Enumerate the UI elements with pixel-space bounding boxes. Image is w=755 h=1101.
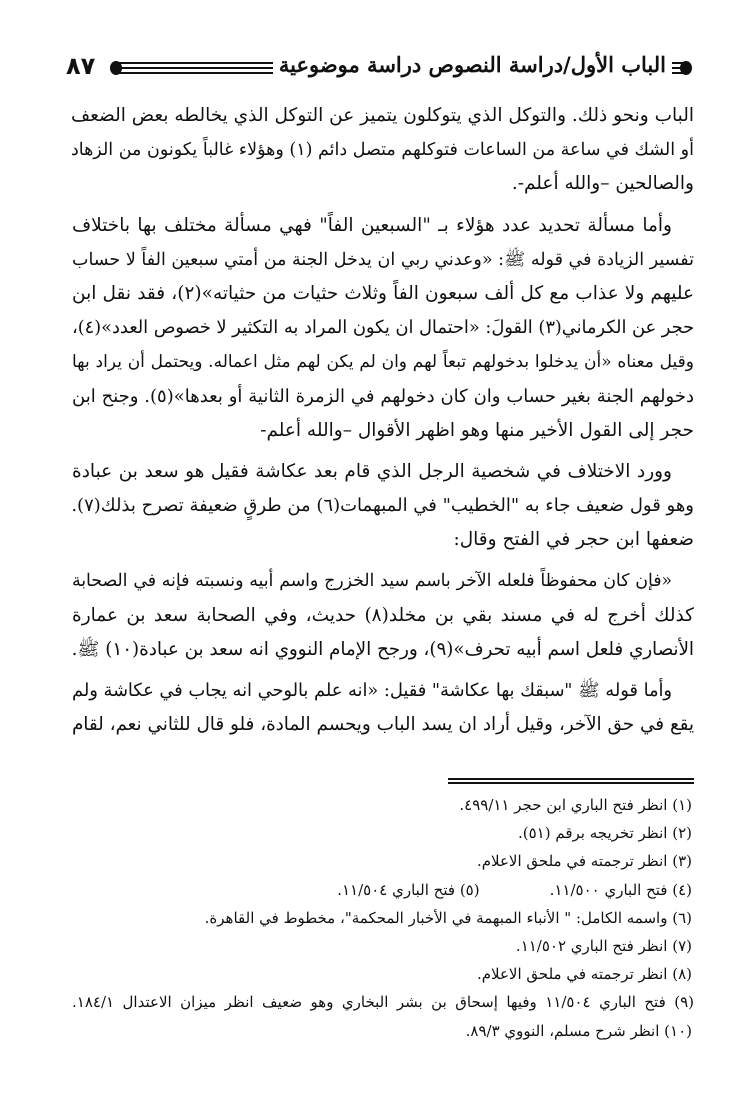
text-line: تفسير الزيادة في قوله ﷺ: «وعدني ربي ان يدخل الجنة من أمتي سبعين الفاً لا حساب (72, 249, 694, 270)
footnotes (72, 791, 694, 1045)
page-number: ٨٧ (66, 52, 96, 80)
footnote: (٢) انظر تخريجه برقم (٥١). (517, 824, 692, 843)
text-line: عليهم ولا عذاب مع كل ألف سبعون الفاً وثلاث حثيات من حثياته»(٢)، فقد نقل ابن (72, 282, 695, 304)
chapter-title: الباب الأول/دراسة النصوص دراسة موضوعية (273, 52, 672, 77)
paragraph-first-line: وأما قوله ﷺ "سبقك بها عكاشة" فقيل: «انه علم بالوحي انه يجاب في عكاشة ولم (72, 681, 672, 701)
header-ornament-rule (110, 60, 298, 76)
footnote: (٨) انظر ترجمته في ملحق الاعلام. (476, 965, 692, 984)
text-line: الأنصاري فلعل اسم أبيه تحرف»(٩)، ورجح الإمام النووي انه سعد بن عبادة(١٠) ﷺ. (71, 638, 694, 660)
text-line: وهو قول ضعيف جاء به "الخطيب" في المبهمات(٦) من طرقٍ ضعيفة تصرح بذلك(٧). (71, 495, 694, 517)
footnote: (١٠) انظر شرح مسلم، النووي ٨٩/٣. (465, 1021, 692, 1040)
footnote: (٤) فتح الباري ١١/٥٠٠. (549, 880, 692, 899)
paragraph-first-line: وورد الاختلاف في شخصية الرجل الذي قام بعد عكاشة فقيل هو سعد بن عبادة (72, 460, 672, 482)
running-header (66, 50, 692, 86)
text-line: حجر عن الكرماني(٣) القولَ: «احتمال ان يكون المراد به التكثير لا خصوص العدد»(٤)، (72, 318, 694, 339)
text-line: أو الشك في ساعة من الساعات فتوكلهم متصل دائم (١) وهؤلاء غالباً يكونون من الزهاد (70, 140, 694, 161)
footnote: (٦) واسمه الكامل: " الأنباء المبهمة في الأخبار المحكمة"، مخطوط في القاهرة. (204, 908, 692, 927)
paragraph-first-line: وأما مسألة تحديد عدد هؤلاء بـ "السبعين الفاً" فهي مسألة مختلف بها باختلاف (72, 214, 672, 236)
text-line: حجر إلى القول الأخير منها وهو اظهر الأقوال –والله أعلم- (260, 419, 694, 441)
body-text (72, 99, 694, 742)
footnote: (٧) انظر فتح الباري ١١/٥٠٢. (515, 936, 692, 955)
footnote-separator (448, 778, 694, 783)
text-line: والصالحين –والله أعلم-. (511, 173, 694, 195)
text-line: وقيل معناه «أن يدخلوا بدخولهم تبعاً لهم وان لم يكن لهم مثل اعماله. ويحتمل أن يراد بها (72, 352, 694, 373)
text-line: كذلك أخرج له في مسند بقي بن مخلد(٨) حديث، وفي الصحابة سعد بن عمارة (72, 604, 694, 626)
footnote: (١) انظر فتح الباري ابن حجر ٤٩٩/١١. (459, 796, 692, 814)
footnote-pair (72, 876, 694, 904)
footnote: (٩) فتح الباري ١١/٥٠٤ وفيها إسحاق بن بشر البخاري وهو ضعيف انظر ميزان الاعتدال ١٨٤/١. (72, 993, 694, 1012)
text-line: دخولهم الجنة بغير حساب وان كان دخولهم في الزمرة الثانية أو بعدها»(٥). وجنح ابن (72, 385, 694, 407)
text-line: الباب ونحو ذلك. والتوكل الذي يتوكلون يتميز عن التوكل الذي يخالطه بعض الضعف (70, 105, 694, 126)
text-line: يقع في حق الآخر، وقيل أراد ان يسد الباب ويحسم المادة، فلو قال للثاني نعم، لقام (72, 714, 694, 736)
quote-first-line: «فإن كان محفوظاً فلعله الآخر باسم سيد الخزرج واسم أبيه ونسبته فإنه في الصحابة (72, 571, 672, 592)
text-line: ضعفها ابن حجر في الفتح وقال: (453, 529, 694, 551)
footnote: (٥) فتح الباري ١١/٥٠٤. (337, 880, 480, 899)
header-ornament-rule-right (666, 60, 692, 76)
footnote: (٣) انظر ترجمته في ملحق الاعلام. (476, 852, 692, 871)
